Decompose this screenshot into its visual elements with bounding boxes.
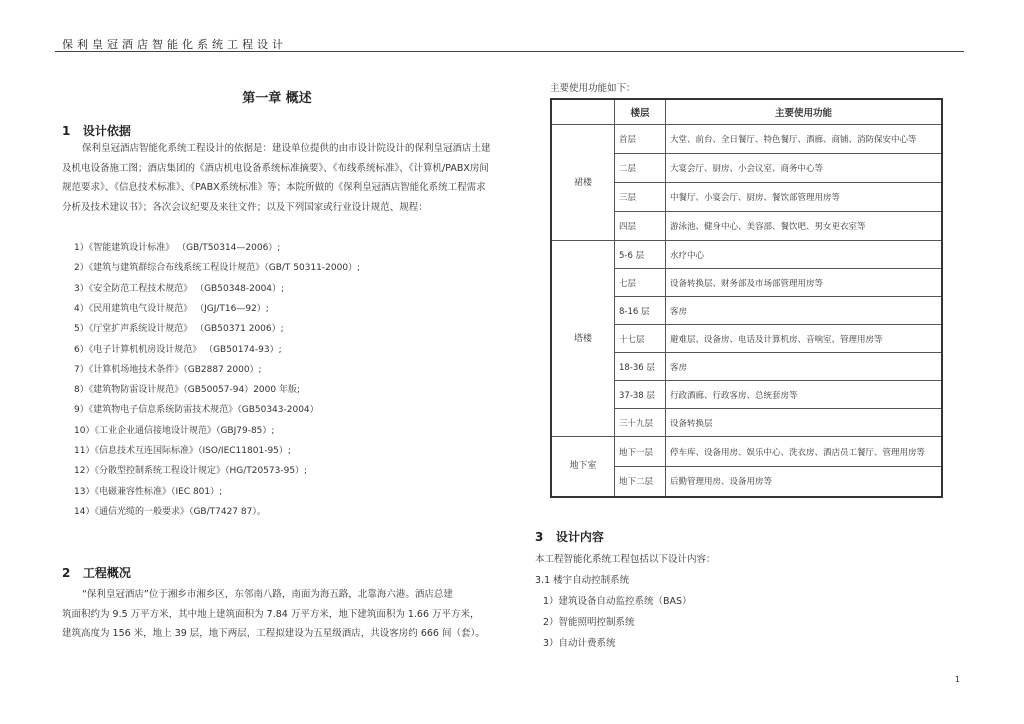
section-1-heading (62, 122, 131, 139)
function-cell: 停车库、设备用房、娱乐中心、洗衣房、酒店员工餐厅、管理用房等 (666, 437, 943, 467)
floor-cell: 37-38 层 (615, 381, 666, 409)
floor-cell: 5-6 层 (615, 241, 666, 269)
header-floor: 楼层 (615, 99, 666, 125)
function-cell: 客房 (666, 353, 943, 381)
function-cell: 水疗中心 (666, 241, 943, 269)
subsection-3-1: 3.1 楼宇自动控制系统 (535, 575, 630, 586)
function-cell: 中餐厅、小宴会厅、厨房、餐饮部管理用房等 (666, 183, 943, 212)
section-number: 3 (535, 530, 544, 544)
table-body (551, 125, 942, 497)
design-item: 2）智能照明控制系统 (543, 617, 635, 628)
design-item: 1）建筑设备自动监控系统（BAS） (543, 596, 692, 607)
table-row (551, 437, 942, 467)
function-cell: 设备转换层 (666, 409, 943, 437)
section-2-paragraph (62, 585, 512, 644)
floor-cell: 首层 (615, 125, 666, 154)
section-title: 工程概况 (82, 566, 131, 580)
standard-item: 8）《建筑物防雷设计规范》（GB50057-94）2000 年版; (74, 385, 301, 396)
section-title: 设计内容 (555, 530, 604, 544)
standard-item: 10）《工业企业通信接地设计规范》（GBJ79-85）; (74, 425, 275, 436)
floor-cell: 四层 (615, 212, 666, 241)
section-2-heading (62, 564, 131, 581)
standard-item: 3）《安全防范工程技术规范》 （GB50348-2004）; (74, 283, 285, 294)
function-cell: 避难层、设备房、电话及计算机房、音响室、管理用房等 (666, 325, 943, 353)
function-cell: 行政酒廊、行政客房、总统套房等 (666, 381, 943, 409)
functions-table (550, 98, 943, 498)
standard-item: 12）《分散型控制系统工程设计规定》（HG/T20573-95）; (74, 466, 308, 477)
floor-cell: 三层 (615, 183, 666, 212)
floor-cell: 地下二层 (615, 467, 666, 497)
floor-cell: 七层 (615, 269, 666, 297)
standard-item: 6）《电子计算机机房设计规范》 （GB50174-93）; (74, 344, 282, 355)
function-cell: 大堂、前台、全日餐厅、特色餐厅、酒廊、商铺、消防保安中心等 (666, 125, 943, 154)
chapter-title: 第一章 概述 (242, 91, 312, 106)
section-title: 设计依据 (82, 124, 131, 138)
section-1-paragraph: 保利皇冠酒店智能化系统工程设计的依据是：建设单位提供的由市设计院设计的保利皇冠酒店土建及机电设备施工图；酒店集团的《酒店机电设备系统标准摘要》、《布线系统标准》、《计算机/PABX房间规范要求》、《信息技术标准》、《PABX系统标准》等；本院所做的《保利皇冠酒店智能化系统工程需求分析及技术建议书》；各次会议纪要及来往文件；以及下列国家或行业设计规范、规程： (62, 143, 491, 213)
group-cell: 裙楼 (551, 125, 615, 241)
standard-item: 1）《智能建筑设计标准》 （GB/T50314—2006）; (74, 243, 281, 253)
overview-line: 筑面积约为 9.5 万平方米，其中地上建筑面积为 7.84 万平方米，地下建筑面积为 1.66 万平方米， (62, 608, 480, 620)
group-cell: 塔楼 (551, 241, 615, 437)
function-cell: 设备转换层、财务部及市场部管理用房等 (666, 269, 943, 297)
page-number: 1 (954, 675, 960, 684)
table-row (551, 125, 942, 154)
table-header-row (551, 99, 942, 125)
table-row (551, 241, 942, 269)
floor-cell: 18-36 层 (615, 353, 666, 381)
overview-line: “保利皇冠酒店”位于湘乡市湘乡区，东邻南八路，南面为海五路，北靠海六港。酒店总建 (82, 589, 453, 600)
running-header: 保利皇冠酒店智能化系统工程设计 (62, 38, 287, 51)
floor-cell: 二层 (615, 154, 666, 183)
header-function: 主要使用功能 (666, 99, 943, 125)
section-3-intro: 本工程智能化系统工程包括以下设计内容： (535, 554, 716, 565)
group-cell: 地下室 (551, 437, 615, 497)
standard-item: 11）《信息技术互连国际标准》（ISO/IEC11801-95）; (74, 446, 291, 456)
design-item: 3）自动计费系统 (543, 638, 616, 649)
floor-cell: 三十九层 (615, 409, 666, 437)
floor-cell: 十七层 (615, 325, 666, 353)
standard-item: 5）《厅堂扩声系统设计规范》 （GB50371 2006）; (74, 324, 284, 335)
standard-item: 2）《建筑与建筑群综合布线系统工程设计规范》（GB/T 50311-2000）; (74, 263, 361, 274)
header-blank (551, 99, 615, 125)
header-rule (55, 51, 964, 52)
standard-item: 7）《计算机场地技术条件》（GB2887 2000）; (74, 364, 262, 375)
standard-item: 9）《建筑物电子信息系统防雷技术规范》（GB50343-2004） (74, 405, 319, 416)
function-cell: 客房 (666, 297, 943, 325)
functions-intro: 主要使用功能如下： (550, 83, 636, 94)
standard-item: 13）《电磁兼容性标准》（IEC 801）; (74, 486, 223, 497)
section-number: 1 (62, 124, 71, 138)
floor-cell: 8-16 层 (615, 297, 666, 325)
section-3-heading (535, 528, 604, 545)
function-cell: 大宴会厅、厨房、小会议室、商务中心等 (666, 154, 943, 183)
overview-line: 建筑高度为 156 米，地上 39 层，地下两层，工程拟建设为五星级酒店，共设客房约 666 间（套）。 (62, 628, 485, 639)
function-cell: 游泳池、健身中心、美容部、餐饮吧、男女更衣室等 (666, 212, 943, 241)
standard-item: 4）《民用建筑电气设计规范》 （JGJ/T16—92）; (74, 303, 269, 314)
floor-cell: 地下一层 (615, 437, 666, 467)
function-cell: 后勤管理用房、设备用房等 (666, 467, 943, 497)
standard-item: 14）《通信光缆的一般要求》（GB/T7427 87）。 (74, 506, 266, 517)
section-number: 2 (62, 566, 71, 580)
